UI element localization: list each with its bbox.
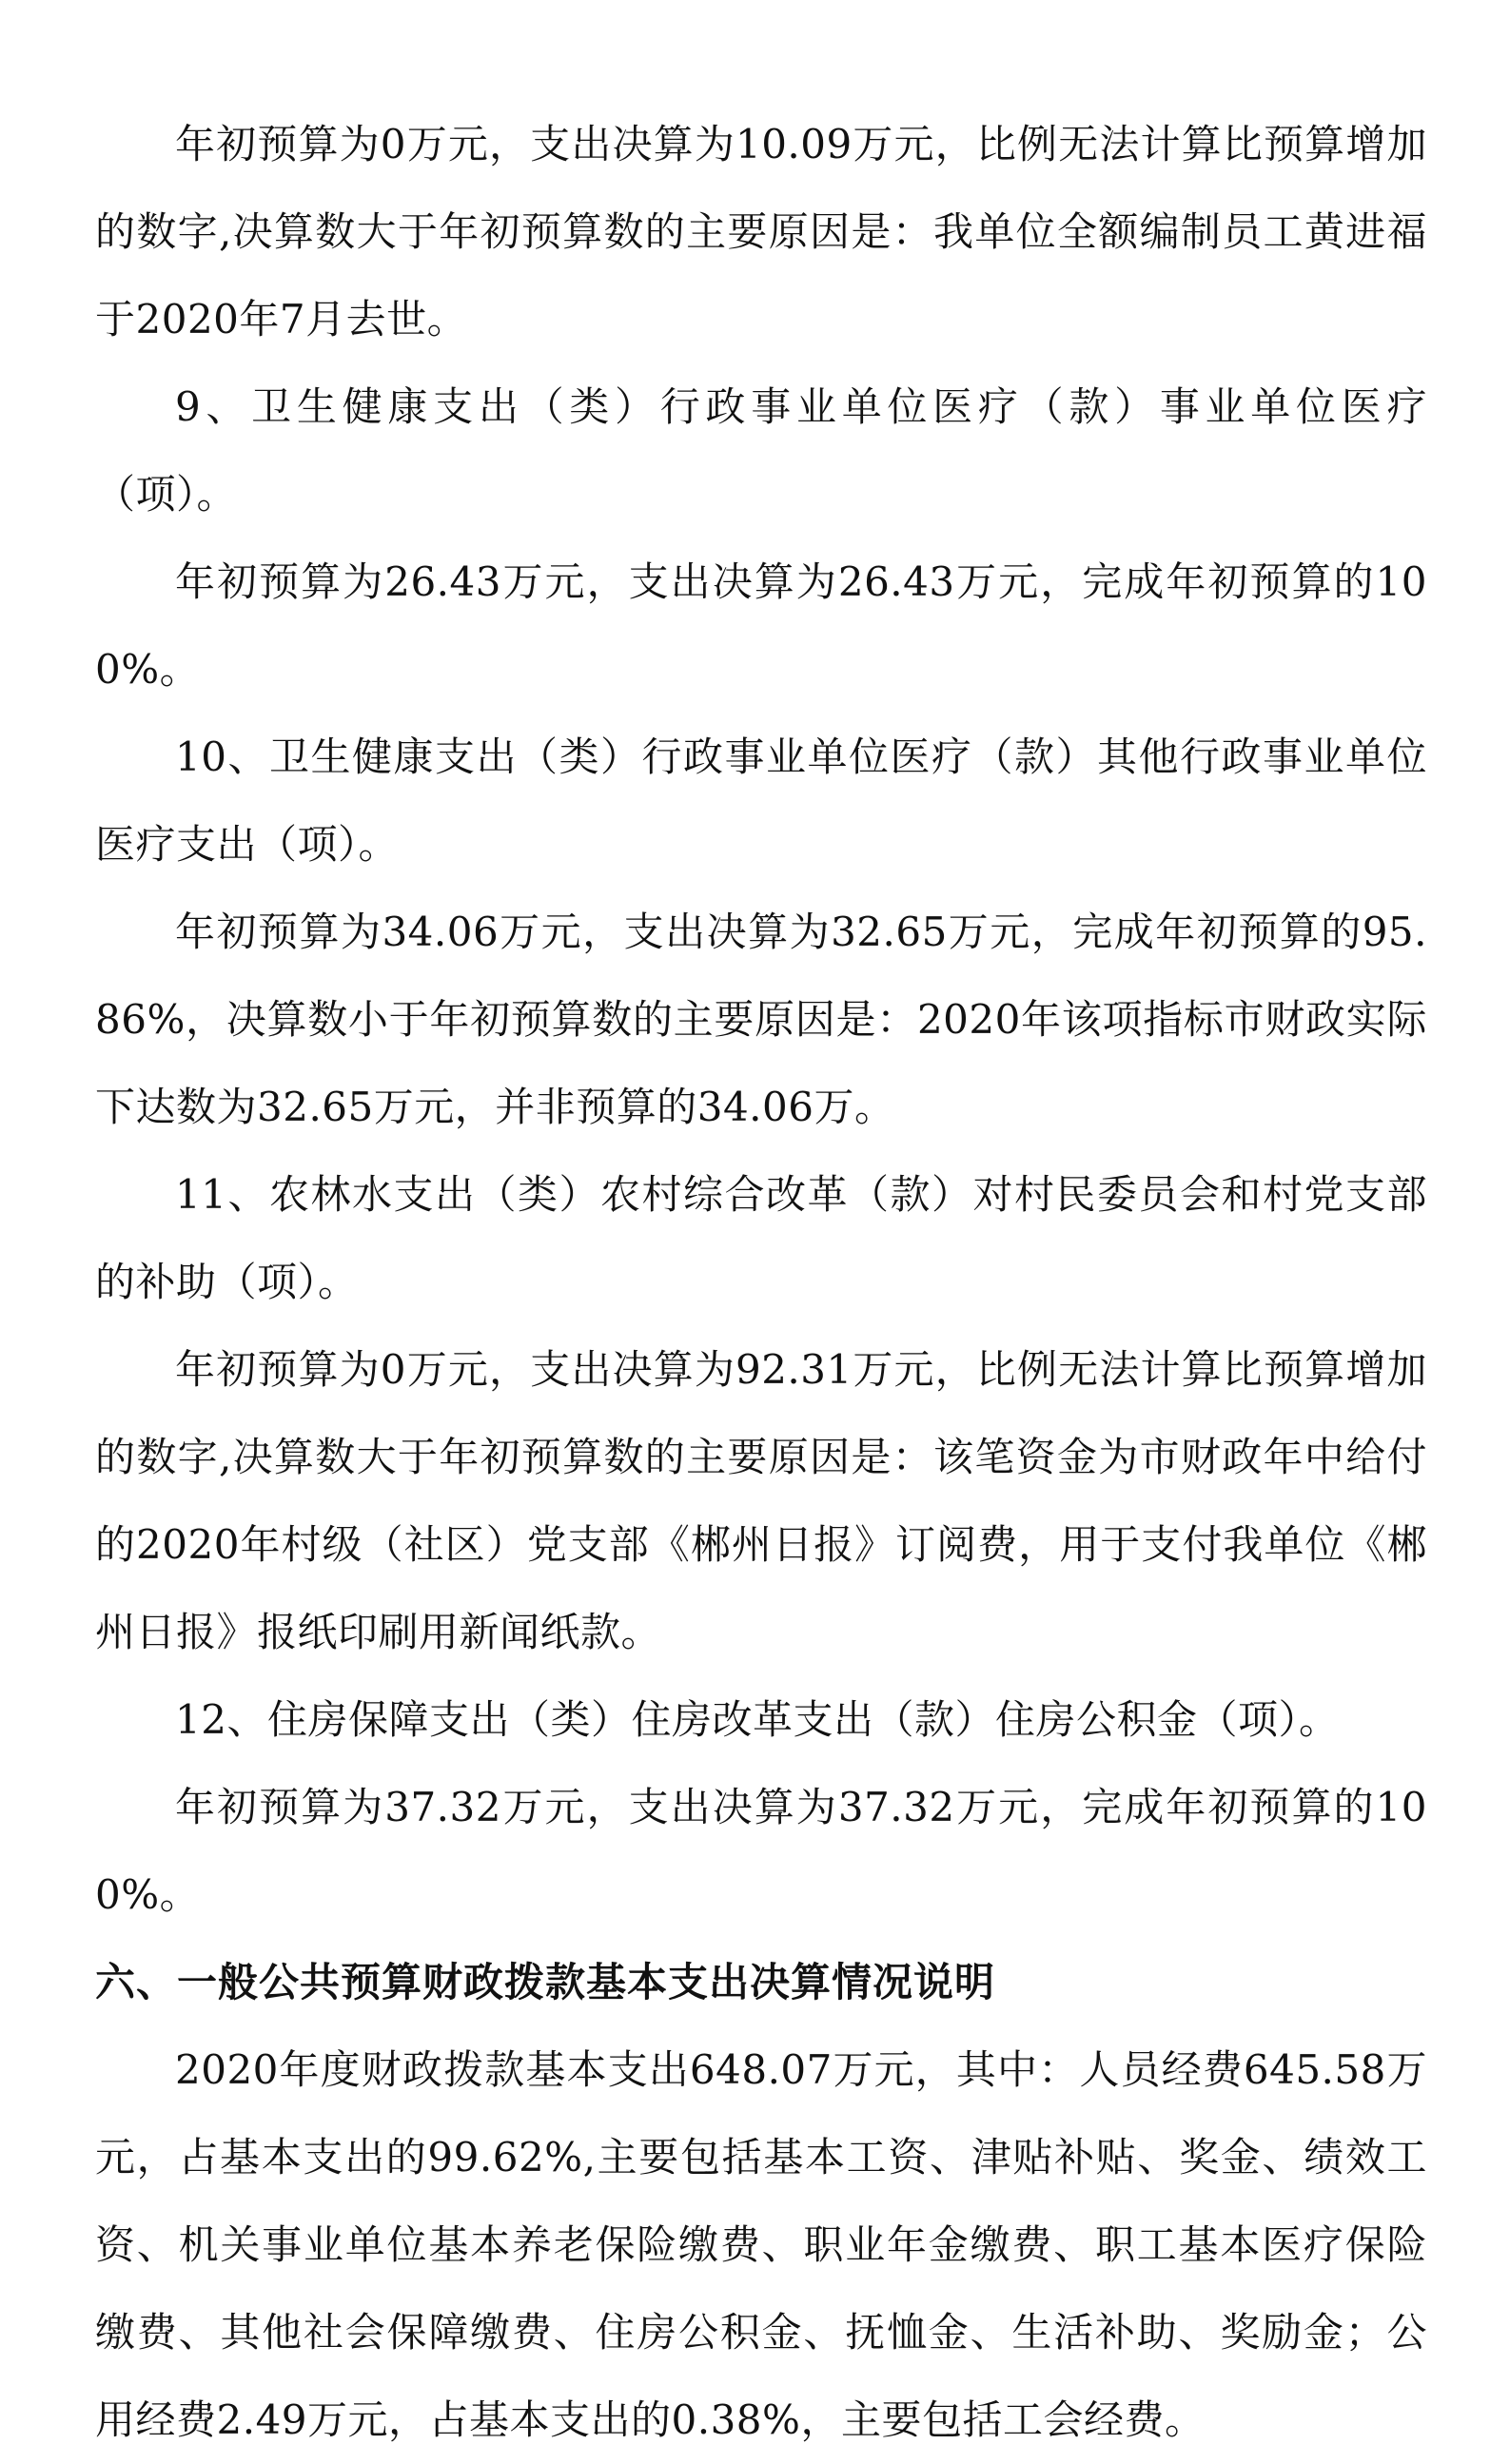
- section-heading: 六、一般公共预算财政拨款基本支出决算情况说明: [95, 1959, 996, 2005]
- paragraph-item-9: 9、卫生健康支出（类）行政事业单位医疗（款）事业单位医疗（项）。: [95, 383, 1427, 518]
- paragraph-item-10: 10、卫生健康支出（类）行政事业单位医疗（款）其他行政事业单位医疗支出（项）。: [95, 733, 1427, 868]
- paragraph-item-12-budget: 年初预算为37.32万元，支出决算为37.32万元，完成年初预算的100%。: [95, 1784, 1427, 1918]
- paragraph-item-11-budget: 年初预算为0万元，支出决算为92.31万元，比例无法计算比预算增加的数字,决算数大于年初预算数的主要原因是：该笔资金为市财政年中给付的2020年村级（社区）党支部《郴州日报》订阅费，用于支付我单位《郴州日报》报纸印刷用新闻纸款。: [95, 1346, 1427, 1655]
- paragraph-item-9-budget: 年初预算为26.43万元，支出决算为26.43万元，完成年初预算的100%。: [95, 558, 1427, 693]
- document-page: [95, 101, 1427, 2464]
- paragraph-budget-death: 年初预算为0万元，支出决算为10.09万元，比例无法计算比预算增加的数字,决算数大于年初预算数的主要原因是：我单位全额编制员工黄进福于2020年7月去世。: [95, 121, 1427, 342]
- paragraph-item-12: 12、住房保障支出（类）住房改革支出（款）住房公积金（项）。: [175, 1696, 1340, 1743]
- paragraph-item-10-budget: 年初预算为34.06万元，支出决算为32.65万元，完成年初预算的95.86%，决算数小于年初预算数的主要原因是：2020年该项指标市财政实际下达数为32.65万元，并非预算的34.06万。: [95, 909, 1427, 1130]
- paragraph-item-11: 11、农林水支出（类）农村综合改革（款）对村民委员会和村党支部的补助（项）。: [95, 1171, 1427, 1305]
- section-paragraph: 2020年度财政拨款基本支出648.07万元，其中：人员经费645.58万元，占基本支出的99.62%,主要包括基本工资、津贴补贴、奖金、绩效工资、机关事业单位基本养老保险缴费、职业年金缴费、职工基本医疗保险缴费、其他社会保障缴费、住房公积金、抚恤金、生活补助、奖励金；公用经费2.49万元，占基本支出的0.38%，主要包括工会经费。: [95, 2046, 1427, 2443]
